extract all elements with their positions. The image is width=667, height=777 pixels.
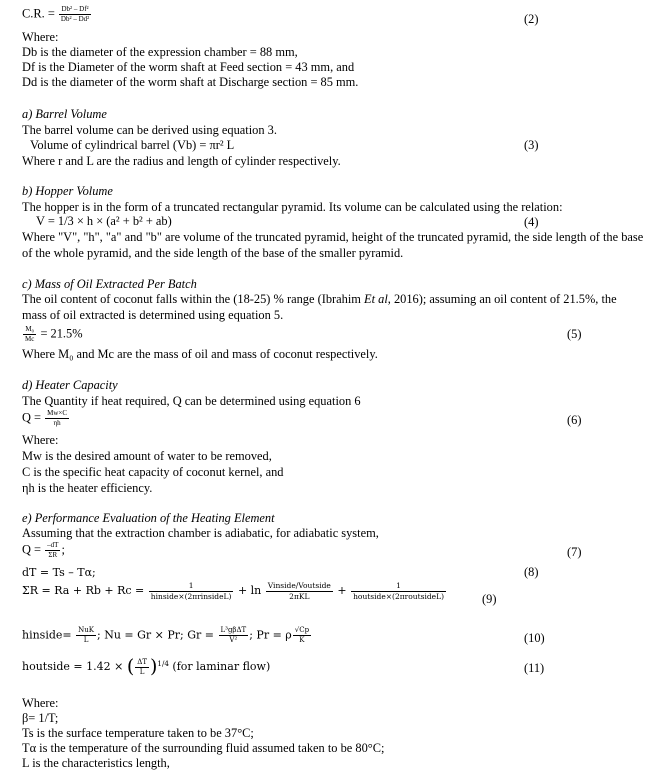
- eq9-number: (9): [482, 592, 497, 606]
- where-1-line-1: Db is the diameter of the expression chamber = 88 mm,: [22, 45, 298, 59]
- eq9-fraction-2: [266, 582, 333, 600]
- eq11-part-a: houtside = 1.42 ×: [22, 660, 124, 673]
- eq10-part-c: ; Pr = ρ: [249, 628, 292, 642]
- section-d-heading: d) Heater Capacity: [22, 378, 118, 392]
- section-c-etal: Et al: [364, 292, 388, 306]
- section-b-text: The hopper is in the form of a truncated rectangular pyramid. Its volume can be calculated using the relation:: [22, 200, 563, 214]
- eq11-part-b: (for laminar flow): [172, 660, 271, 673]
- section-d-where-line-2: C is the specific heat capacity of coconut kernel, and: [22, 465, 284, 479]
- section-e-heading: e) Performance Evaluation of the Heating Element: [22, 511, 275, 525]
- eq7-denominator: ΣR: [48, 551, 58, 559]
- eq2-fraction: [59, 6, 91, 23]
- section-d-where-label: Where:: [22, 433, 59, 447]
- eq10-part-a: hinside=: [22, 628, 72, 642]
- equation-9: [22, 582, 447, 600]
- section-a-equation: Volume of cylindrical barrel (Vb) = πr² L: [30, 138, 235, 152]
- eq7-fraction: [45, 542, 60, 559]
- eq7-numerator: –dT: [47, 541, 59, 549]
- eq10-f3-numerator: √Cp: [294, 626, 310, 634]
- eq10-fraction-3: [293, 627, 311, 644]
- eq10-fraction-1: [76, 627, 96, 644]
- eq5-denominator: Mc: [25, 335, 35, 343]
- section-c-heading: c) Mass of Oil Extracted Per Batch: [22, 277, 197, 291]
- eq10-part-b: ; Nu = Gr × Pr; Gr =: [97, 628, 214, 642]
- eq9-lhs: ΣR = Ra + Rb + Rc =: [22, 584, 145, 597]
- eq7-number: (7): [567, 545, 582, 559]
- equation-11: houtside = 1.42 × ( $\frac{\Delta T}{L}$ )$^{1/4}$ (for laminar flow): [22, 655, 271, 678]
- eq2-numerator: Db² – Df²: [59, 6, 91, 15]
- eq8-number: (8): [524, 565, 539, 579]
- section-b-after: Where "V", "h", "a" and "b" are volume of the truncated pyramid, height of the truncated pyramid, the side length of the base of the whole pyramid, and the side length of the base of the smaller pyramid.: [22, 230, 644, 260]
- section-d-text: The Quantity if heat required, Q can be determined using equation 6: [22, 394, 361, 408]
- eq7-lhs: Q =: [22, 542, 42, 557]
- eq11-exponent: 1/4: [157, 659, 169, 668]
- section-c-text-pre: The oil content of coconut falls within the (18-25) % range (Ibrahim: [22, 292, 365, 306]
- equation-5: [22, 326, 83, 343]
- eq10-f2-denominator: V²: [229, 636, 238, 644]
- where-label-2: Where:: [22, 696, 59, 710]
- eq11-numerator: ΔT: [137, 657, 147, 666]
- equation-10: [22, 627, 312, 644]
- eq7-tail: ;: [61, 542, 65, 557]
- eq11-fraction: [135, 659, 149, 676]
- eq4-number: (4): [524, 215, 539, 229]
- eq5-numerator: M₀: [23, 326, 36, 335]
- eq3-number: (3): [524, 138, 539, 152]
- section-a-heading: a) Barrel Volume: [22, 107, 107, 121]
- equation-8: dT = Ts – Tα;: [22, 566, 96, 579]
- where-label-1: Where:: [22, 30, 59, 44]
- where-2-line-1: β= 1/T;: [22, 711, 59, 725]
- eq9-f2-numerator: Vinside/Voutside: [267, 581, 331, 590]
- eq9-plus: +: [337, 584, 347, 597]
- where-1-line-2: Df is the Diameter of the worm shaft at Feed section = 43 mm, and: [22, 60, 355, 74]
- section-c-after: Where M₀ and Mc are the mass of oil and mass of coconut respectively.: [22, 347, 378, 361]
- eq2-denominator: Db² – Dd²: [60, 15, 90, 23]
- eq10-f2-numerator: L³gβΔT: [220, 626, 247, 634]
- eq10-f1-numerator: NuK: [78, 626, 94, 634]
- eq11-denominator: L: [139, 667, 145, 676]
- section-d-where-line-1: Mw is the desired amount of water to be removed,: [22, 449, 272, 463]
- section-a-after: Where r and L are the radius and length of cylinder respectively.: [22, 154, 341, 168]
- where-1-line-3: Dd is the diameter of the worm shaft at Discharge section = 85 mm.: [22, 75, 359, 89]
- where-2-line-2: Ts is the surface temperature taken to be 37°C;: [22, 726, 254, 740]
- equation-6: [22, 410, 70, 427]
- eq9-fraction-1: [149, 582, 234, 600]
- eq6-fraction: [45, 410, 69, 427]
- where-2-line-3: Tα is the temperature of the surrounding fluid assumed taken to be 80°C;: [22, 741, 385, 755]
- eq6-denominator: ηh: [53, 419, 61, 427]
- section-e-text: Assuming that the extraction chamber is adiabatic, for adiabatic system,: [22, 526, 379, 540]
- eq9-f3-numerator: 1: [351, 582, 446, 592]
- eq9-f2-denominator: 2πKL: [289, 591, 310, 601]
- section-c-text: [22, 292, 644, 323]
- section-a-text: The barrel volume can be derived using equation 3.: [22, 123, 277, 137]
- eq10-number: (10): [524, 631, 545, 645]
- eq9-fraction-3: [351, 582, 446, 600]
- eq5-fraction: [23, 326, 36, 343]
- eq10-fraction-2: [219, 627, 249, 644]
- section-b-equation: V = 1/3 × h × (a² + b² + ab): [36, 214, 172, 228]
- eq9-f1-denominator: hinside×(2πrinsideL): [150, 591, 232, 601]
- section-c-text-post: , 2016); assuming an oil content of 21.5%, the mass of oil extracted is determined using equation 5.: [22, 292, 617, 322]
- eq6-lhs: Q =: [22, 410, 42, 425]
- equation-2: [22, 6, 92, 23]
- eq2-lhs: C.R. =: [22, 6, 55, 21]
- section-b-heading: b) Hopper Volume: [22, 184, 113, 198]
- eq6-number: (6): [567, 413, 582, 427]
- eq6-numerator: Mw×C: [47, 409, 68, 417]
- equation-7: [22, 542, 65, 559]
- eq9-f3-denominator: houtside×(2πroutsideL): [353, 591, 445, 601]
- eq9-mid: + ln: [237, 584, 262, 597]
- eq10-f3-denominator: K: [299, 636, 305, 644]
- eq5-number: (5): [567, 327, 582, 341]
- eq9-f1-numerator: 1: [149, 582, 234, 592]
- section-d-where-line-3: ηh is the heater efficiency.: [22, 481, 153, 495]
- where-2-line-4: L is the characteristics length,: [22, 756, 170, 770]
- eq11-number: (11): [524, 661, 545, 675]
- eq10-f1-denominator: L: [83, 636, 89, 644]
- eq5-rhs: = 21.5%: [40, 326, 83, 341]
- eq2-number: (2): [524, 12, 539, 26]
